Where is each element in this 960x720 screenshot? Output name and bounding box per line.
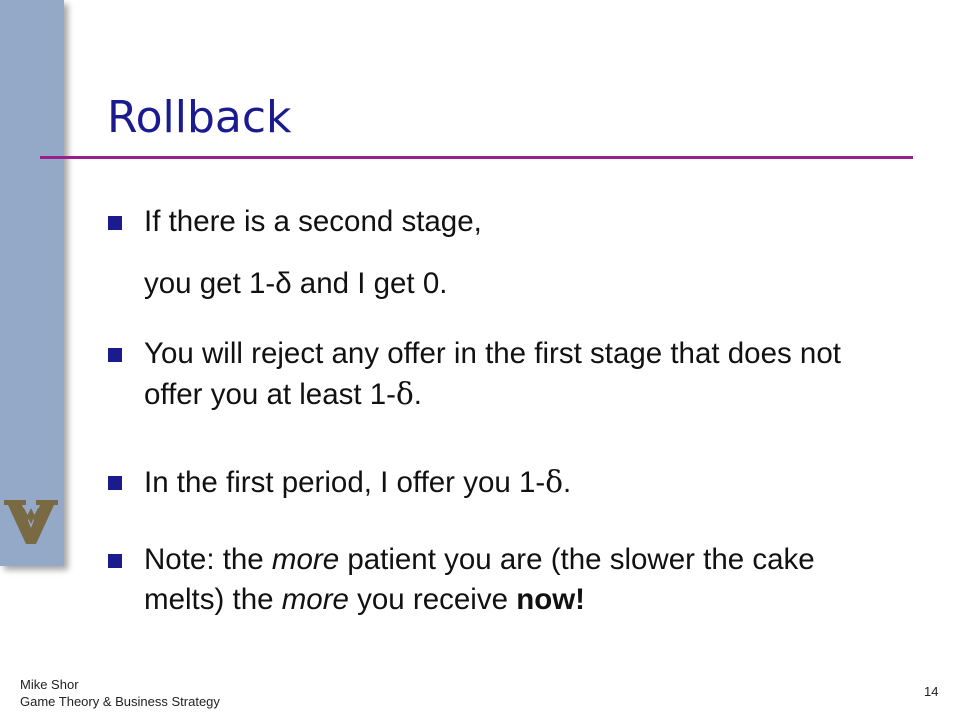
slide-title: Rollback: [107, 92, 292, 143]
bullet-line: If there is a second stage,: [144, 205, 482, 238]
bullet-marker: [108, 216, 122, 230]
bullet-line: you get 1-δ and I get 0.: [144, 267, 448, 300]
footer-course: Game Theory & Business Strategy: [20, 694, 220, 709]
bullet-text: [144, 334, 894, 415]
bullet-marker: [108, 476, 122, 490]
emphasis-now: now!: [516, 583, 585, 616]
bullet-text-segment: In the first period, I offer you 1-: [144, 466, 546, 499]
bullet-text-segment: patient you are (the slower the cake melts) the: [144, 543, 815, 616]
bullet-text-segment: Note: the: [144, 543, 272, 576]
bullet-marker: [108, 348, 122, 362]
delta-symbol: δ: [396, 377, 414, 411]
bullet-text: [144, 462, 894, 503]
bullet-text: [144, 202, 894, 304]
page-number: 14: [924, 684, 939, 699]
delta-symbol: δ: [545, 465, 563, 499]
emphasis-more: more: [281, 583, 349, 616]
bullet-text: [144, 540, 894, 620]
bullet-text-segment: .: [413, 378, 422, 411]
footer-author: Mike Shor: [20, 677, 79, 692]
bullet-text-segment: You will reject any offer in the first stage that does not offer you at least 1-: [144, 337, 841, 411]
bullet-text-segment: .: [562, 466, 572, 499]
bullet-marker: [108, 554, 122, 568]
emphasis-more: more: [271, 543, 340, 576]
bullet-text-segment: you receive: [348, 583, 517, 616]
